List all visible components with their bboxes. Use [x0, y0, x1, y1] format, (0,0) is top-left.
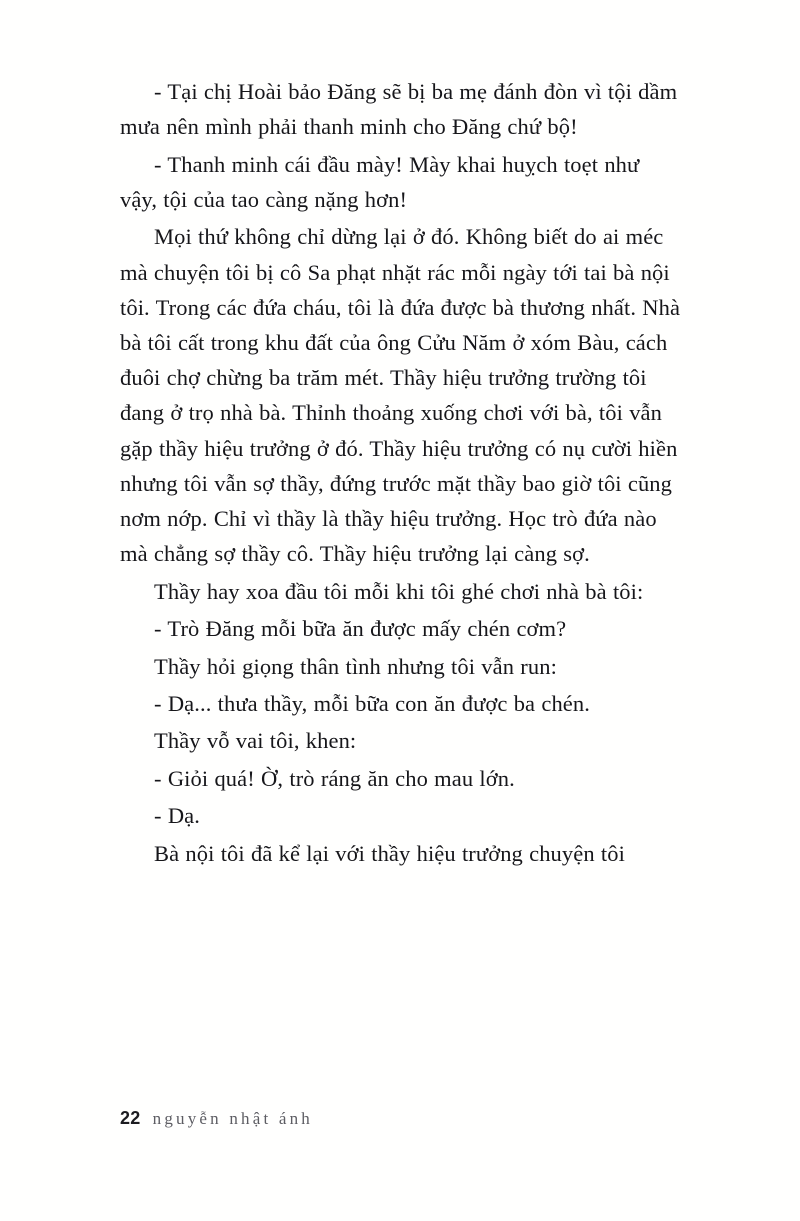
body-text-column — [120, 74, 682, 873]
paragraph: - Thanh minh cái đầu mày! Mày khai huỵch toẹt như vậy, tội của tao càng nặng hơn! — [120, 151, 640, 212]
paragraph: - Tại chị Hoài bảo Đăng sẽ bị ba mẹ đánh đòn vì tội dầm mưa nên mình phải thanh minh cho Đăng chứ bộ! — [120, 79, 678, 140]
paragraph: - Dạ. — [154, 803, 200, 829]
running-head-author: nguyễn nhật ánh — [152, 1109, 313, 1128]
paragraph: Thầy hay xoa đầu tôi mỗi khi tôi ghé chơi nhà bà tôi: — [154, 578, 644, 604]
paragraph: - Trò Đăng mỗi bữa ăn được mấy chén cơm? — [154, 616, 567, 642]
paragraph: Thầy vỗ vai tôi, khen: — [154, 728, 357, 754]
paragraph: Bà nội tôi đã kể lại với thầy hiệu trưởng chuyện tôi — [154, 840, 625, 866]
paragraph: - Dạ... thưa thầy, mỗi bữa con ăn được ba chén. — [154, 690, 590, 716]
paragraph: - Giỏi quá! Ờ, trò ráng ăn cho mau lớn. — [154, 765, 515, 791]
page-footer — [120, 1108, 313, 1129]
paragraph: Mọi thứ không chỉ dừng lại ở đó. Không biết do ai méc mà chuyện tôi bị cô Sa phạt nhặt rác mỗi ngày tới tai bà nội tôi. Trong các đứa cháu, tôi là đứa được bà thương nhất. Nhà bà tôi cất trong khu đất của ông Cửu Năm ở xóm Bàu, cách đuôi chợ chừng ba trăm mét. Thầy hiệu trưởng trường tôi đang ở trọ nhà bà. Thỉnh thoảng xuống chơi với bà, tôi vẫn gặp thầy hiệu trưởng ở đó. Thầy hiệu trưởng có nụ cười hiền nhưng tôi vẫn sợ thầy, đứng trước mặt thầy bao giờ tôi cũng nơm nớp. Chỉ vì thầy là thầy hiệu trưởng. Học trò đứa nào mà chẳng sợ thầy cô. Thầy hiệu trưởng lại càng sợ. — [120, 224, 681, 567]
paragraph: Thầy hỏi giọng thân tình nhưng tôi vẫn run: — [154, 653, 557, 679]
page-number: 22 — [120, 1108, 141, 1128]
